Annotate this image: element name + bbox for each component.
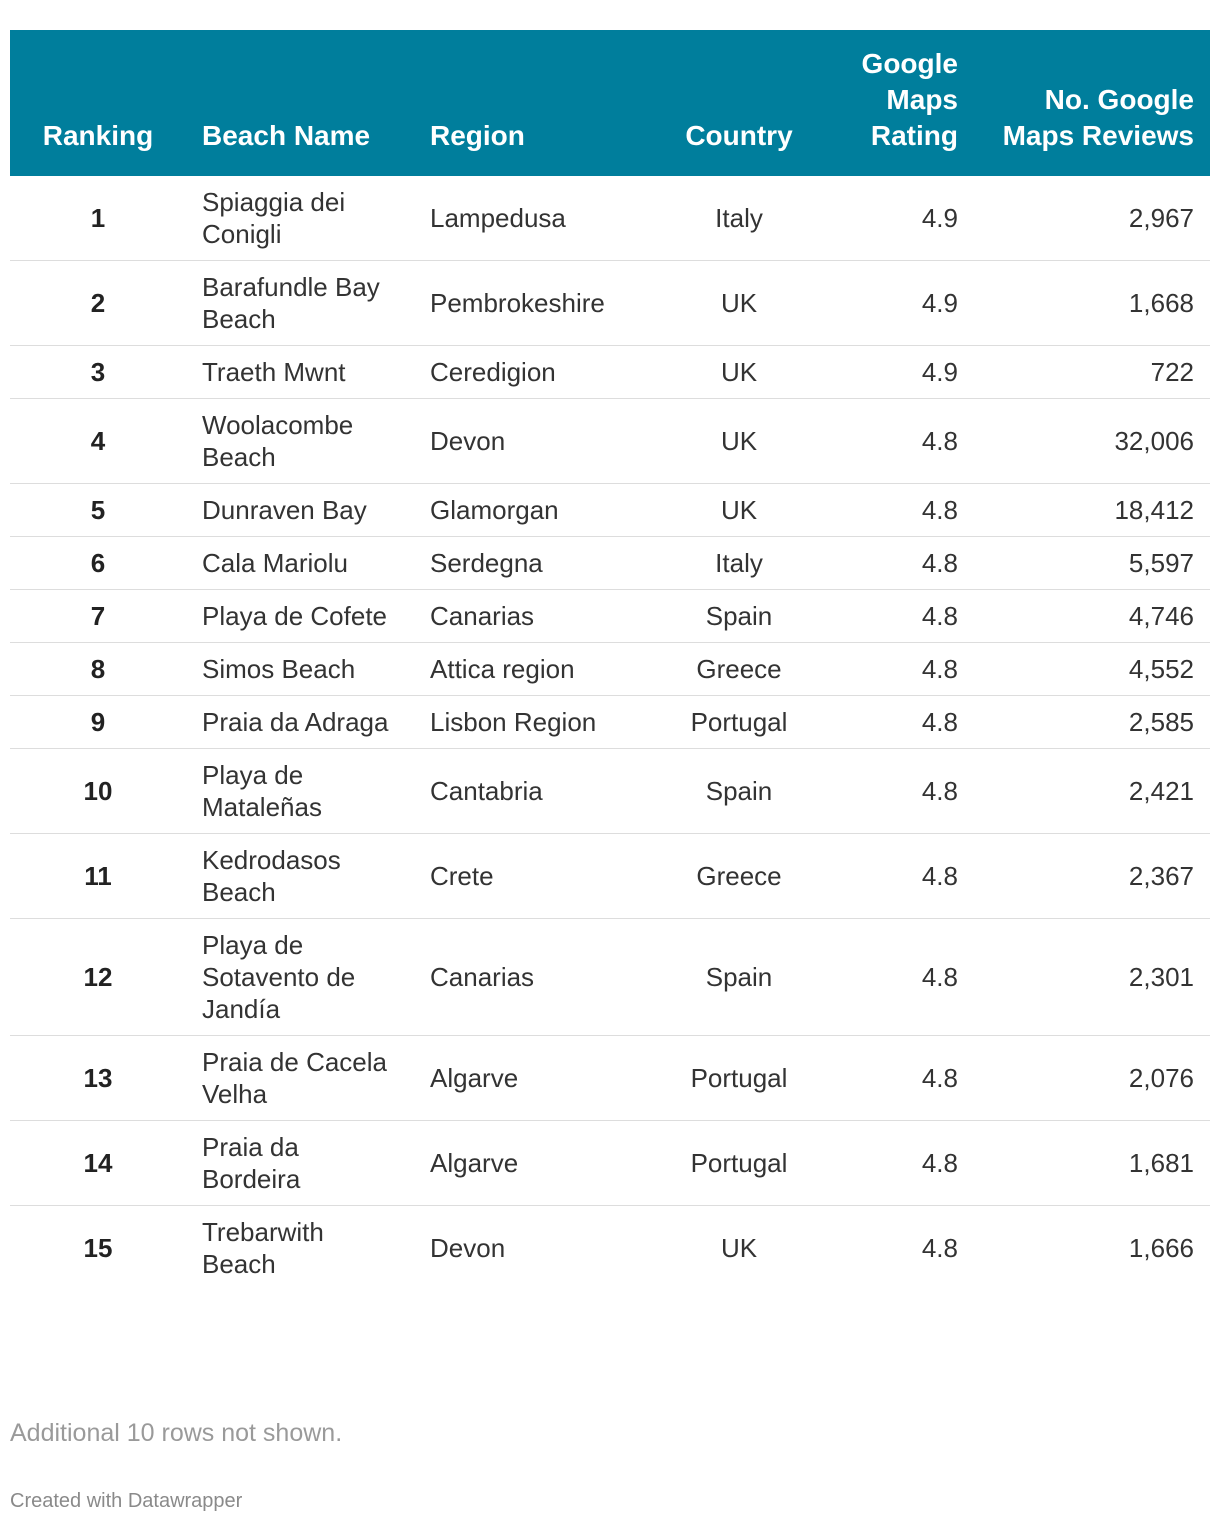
cell-beach-name: Praia da Adraga xyxy=(186,696,414,749)
cell-rating: 4.8 xyxy=(826,590,974,643)
table-body xyxy=(10,176,1210,1290)
cell-beach-name: Trebarwith Beach xyxy=(202,1217,324,1279)
cell-rating: 4.8 xyxy=(826,749,974,834)
cell-beach-name: Spiaggia dei Conigli xyxy=(186,176,414,261)
cell-region: Lampedusa xyxy=(414,176,652,261)
cell-rating: 4.8 xyxy=(826,696,974,749)
table-row xyxy=(10,261,1210,346)
cell-beach-name: Kedrodasos Beach xyxy=(186,834,414,919)
table-row xyxy=(10,749,1210,834)
cell-ranking: 5 xyxy=(10,484,186,537)
cell-country: Spain xyxy=(652,919,826,1036)
cell-beach-name: Playa de Mataleñas xyxy=(186,749,414,834)
beach-ranking-table xyxy=(10,30,1210,1290)
cell-rating: 4.9 xyxy=(826,346,974,399)
cell-country: Portugal xyxy=(652,696,826,749)
cell-ranking: 7 xyxy=(10,590,186,643)
cell-ranking: 8 xyxy=(10,643,186,696)
table-row xyxy=(10,919,1210,1036)
table-row xyxy=(10,346,1210,399)
table-row xyxy=(10,1121,1210,1206)
table-row xyxy=(10,399,1210,484)
cell-ranking: 14 xyxy=(10,1121,186,1206)
cell-beach-name: Traeth Mwnt xyxy=(186,346,414,399)
table-row xyxy=(10,537,1210,590)
cell-reviews: 18,412 xyxy=(974,484,1210,537)
cell-reviews: 4,552 xyxy=(974,643,1210,696)
cell-reviews: 1,668 xyxy=(974,261,1210,346)
cell-beach-name: Simos Beach xyxy=(186,643,414,696)
cell-region: Ceredigion xyxy=(414,346,652,399)
cell-country: Greece xyxy=(652,643,826,696)
cell-reviews: 2,421 xyxy=(974,749,1210,834)
column-header-reviews[interactable]: No. Google Maps Reviews xyxy=(1002,84,1194,151)
table-row xyxy=(10,590,1210,643)
rows-not-shown-note: Additional 10 rows not shown. xyxy=(10,1419,343,1447)
cell-region: Algarve xyxy=(414,1036,652,1121)
cell-reviews: 2,967 xyxy=(974,176,1210,261)
cell-rating: 4.8 xyxy=(826,1121,974,1206)
cell-reviews: 2,585 xyxy=(974,696,1210,749)
cell-region: Cantabria xyxy=(414,749,652,834)
cell-region: Devon xyxy=(414,399,652,484)
cell-region: Algarve xyxy=(414,1121,652,1206)
table-row xyxy=(10,834,1210,919)
table-row xyxy=(10,1206,1210,1291)
cell-ranking: 11 xyxy=(10,834,186,919)
beach-table-container xyxy=(10,30,1210,1290)
table-row xyxy=(10,643,1210,696)
cell-rating: 4.8 xyxy=(826,1036,974,1121)
cell-region: Canarias xyxy=(414,919,652,1036)
cell-ranking: 9 xyxy=(10,696,186,749)
cell-region: Devon xyxy=(430,1233,506,1263)
cell-ranking: 4 xyxy=(10,399,186,484)
table-row xyxy=(10,176,1210,261)
cell-reviews: 1,666 xyxy=(1128,1233,1194,1263)
cell-region: Glamorgan xyxy=(414,484,652,537)
cell-rating: 4.9 xyxy=(826,176,974,261)
cell-ranking: 12 xyxy=(10,919,186,1036)
table-header-row xyxy=(10,30,1210,176)
cell-rating: 4.8 xyxy=(826,484,974,537)
cell-beach-name: Dunraven Bay xyxy=(186,484,414,537)
cell-region: Serdegna xyxy=(414,537,652,590)
cell-ranking: 3 xyxy=(10,346,186,399)
cell-country: UK xyxy=(652,346,826,399)
cell-reviews: 4,746 xyxy=(974,590,1210,643)
cell-beach-name: Playa de Sotavento de Jandía xyxy=(186,919,414,1036)
cell-reviews: 2,076 xyxy=(974,1036,1210,1121)
cell-reviews: 2,301 xyxy=(974,919,1210,1036)
table-row xyxy=(10,484,1210,537)
column-header-rating[interactable]: Google Maps Rating xyxy=(861,48,958,151)
cell-ranking: 10 xyxy=(10,749,186,834)
cell-country: Portugal xyxy=(652,1036,826,1121)
cell-country: Spain xyxy=(652,590,826,643)
cell-country: Greece xyxy=(652,834,826,919)
cell-ranking: 2 xyxy=(10,261,186,346)
cell-rating: 4.8 xyxy=(826,834,974,919)
cell-reviews: 5,597 xyxy=(974,537,1210,590)
cell-beach-name: Cala Mariolu xyxy=(186,537,414,590)
cell-ranking: 13 xyxy=(10,1036,186,1121)
cell-region: Attica region xyxy=(414,643,652,696)
cell-reviews: 722 xyxy=(974,346,1210,399)
cell-rating: 4.8 xyxy=(826,643,974,696)
cell-reviews: 32,006 xyxy=(974,399,1210,484)
cell-rating: 4.8 xyxy=(921,1233,958,1263)
cell-beach-name: Praia de Cacela Velha xyxy=(186,1036,414,1121)
cell-country: Spain xyxy=(652,749,826,834)
cell-country: UK xyxy=(652,399,826,484)
cell-beach-name: Woolacombe Beach xyxy=(186,399,414,484)
datawrapper-credit: Created with Datawrapper xyxy=(10,1490,243,1512)
table-row xyxy=(10,1036,1210,1121)
cell-reviews: 1,681 xyxy=(974,1121,1210,1206)
cell-country: UK xyxy=(652,261,826,346)
cell-reviews: 2,367 xyxy=(974,834,1210,919)
cell-region: Crete xyxy=(414,834,652,919)
cell-country: Portugal xyxy=(652,1121,826,1206)
cell-rating: 4.8 xyxy=(826,399,974,484)
cell-beach-name: Praia da Bordeira xyxy=(186,1121,414,1206)
cell-ranking: 6 xyxy=(10,537,186,590)
cell-country: Italy xyxy=(652,537,826,590)
cell-country: UK xyxy=(652,484,826,537)
cell-country: Italy xyxy=(652,176,826,261)
cell-ranking: 1 xyxy=(10,176,186,261)
cell-region: Lisbon Region xyxy=(414,696,652,749)
cell-region: Canarias xyxy=(414,590,652,643)
cell-beach-name: Playa de Cofete xyxy=(186,590,414,643)
column-header-region[interactable]: Region xyxy=(430,120,525,151)
column-header-ranking[interactable]: Ranking xyxy=(42,120,154,151)
table-row xyxy=(10,696,1210,749)
cell-region: Pembrokeshire xyxy=(414,261,652,346)
cell-rating: 4.8 xyxy=(826,919,974,1036)
cell-country: UK xyxy=(720,1233,758,1263)
column-header-beach-name[interactable]: Beach Name xyxy=(202,120,371,151)
cell-rating: 4.9 xyxy=(826,261,974,346)
cell-ranking: 15 xyxy=(83,1233,113,1263)
column-header-country[interactable]: Country xyxy=(685,120,793,151)
cell-rating: 4.8 xyxy=(826,537,974,590)
cell-beach-name: Barafundle Bay Beach xyxy=(186,261,414,346)
